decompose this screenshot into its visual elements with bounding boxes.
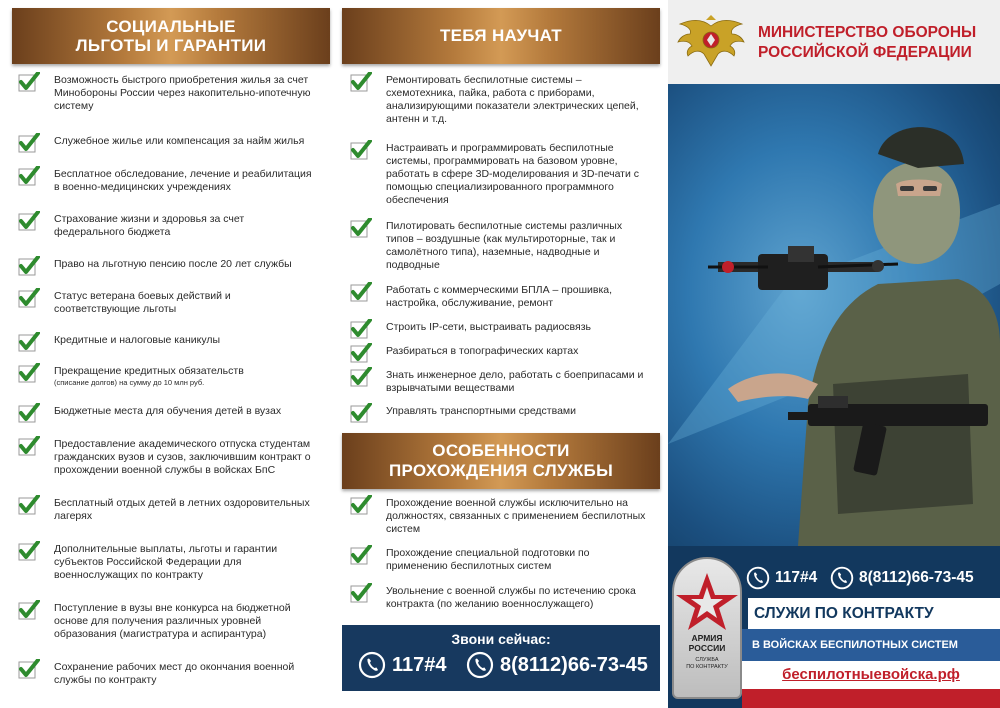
list-item-text: Страхование жизни и здоровья за счет федерального бюджета <box>54 213 245 238</box>
list-item <box>18 543 290 582</box>
phone-icon <box>830 566 854 590</box>
list-item <box>18 290 258 316</box>
benefits-panel <box>0 0 333 708</box>
list-item <box>18 602 323 641</box>
checkmark-icon <box>350 403 372 423</box>
checkmark-icon <box>18 166 40 186</box>
phone-icon <box>358 651 386 679</box>
list-item <box>350 142 650 207</box>
list-item <box>350 284 650 310</box>
list-item <box>350 585 650 611</box>
checkmark-icon <box>350 495 372 515</box>
list-item-text: Дополнительные выплаты, льготы и гарантии субъектов Российской Федерации для военнослужащих по контракту <box>54 543 278 581</box>
list-item-text: Бюджетные места для обучения детей в вузах <box>54 405 282 417</box>
checkmark-icon <box>350 367 372 387</box>
checkmark-icon <box>18 256 40 276</box>
double-headed-eagle-emblem <box>676 14 746 68</box>
phone-long-text: 8(8112)66-73-45 <box>500 653 648 676</box>
checkmark-icon <box>18 133 40 153</box>
list-item <box>18 74 323 113</box>
soldier-with-drone-photo <box>668 84 1000 546</box>
list-item-text: Работать с коммерческими БПЛА – прошивка, настройка, обслуживание, ремонт <box>386 284 613 309</box>
subline-box <box>742 629 1000 661</box>
list-item <box>350 220 650 272</box>
ministry-line1: МИНИСТЕРСТВО ОБОРОНЫ <box>758 24 977 41</box>
list-item <box>18 334 323 352</box>
ministry-name <box>758 23 993 63</box>
list-item-text: Поступление в вузы вне конкурса на бюджетной основе для получения различных уровней образования (магистратура и аспирантура) <box>54 602 291 640</box>
list-item <box>18 497 323 523</box>
checkmark-icon <box>18 541 40 561</box>
headline: СЛУЖИ ПО КОНТРАКТУ <box>754 605 934 622</box>
army-badge <box>672 557 742 699</box>
headline-box <box>748 598 1000 629</box>
list-item-text: Увольнение с военной службы по истечению срока контракта (по желанию военнослужащего) <box>386 585 636 610</box>
list-item-text: Строить IP-сети, выстраивать радиосвязь <box>386 321 591 333</box>
checkmark-icon <box>350 140 372 160</box>
list-item-text: Служебное жилье или компенсация за найм жилья <box>54 135 305 147</box>
checkmark-icon <box>18 363 40 383</box>
list-item <box>350 405 650 423</box>
list-item-text: Прохождение военной службы исключительно на должностях, связанных с применением беспилотных систем <box>386 497 646 535</box>
list-item <box>18 135 323 153</box>
checkmark-icon <box>350 545 372 565</box>
benefits-title-line2: ЛЬГОТЫ И ГАРАНТИИ <box>75 36 267 55</box>
checkmark-icon <box>18 332 40 352</box>
list-item <box>18 365 323 387</box>
list-item-text: Кредитные и налоговые каникулы <box>54 334 221 346</box>
checkmark-icon <box>18 72 40 92</box>
cover-phone-long[interactable] <box>830 566 974 590</box>
checkmark-icon <box>18 659 40 679</box>
badge-line2: РОССИИ <box>688 643 726 653</box>
phone-long[interactable] <box>466 651 648 679</box>
list-item <box>350 74 650 126</box>
list-item-text: Прохождение специальной подготовки по применению беспилотных систем <box>386 547 590 572</box>
phone-icon <box>746 566 770 590</box>
list-item-text: Настраивать и программировать беспилотные системы, программировать на базовом уровне, работать в сфере 3D-моделирования и 3D-печати с помощью специализированного программного обеспечения <box>386 142 640 206</box>
list-item <box>350 547 610 573</box>
list-item-text: Прекращение кредитных обязательств <box>54 365 244 377</box>
list-item-text: Возможность быстрого приобретения жилья за счет Минобороны России через накопительно-ипотечную систему <box>54 74 311 112</box>
ministry-line2: РОССИЙСКОЙ ФЕДЕРАЦИИ <box>758 44 972 61</box>
list-item-text: Пилотировать беспилотные системы различных типов – воздушные (как мультироторные, так и самолётного типа), наземные, надводные и подводные <box>386 220 623 271</box>
list-item <box>18 213 298 239</box>
list-item <box>350 321 650 339</box>
checkmark-icon <box>18 288 40 308</box>
ministry-header <box>668 0 1000 84</box>
checkmark-icon <box>18 436 40 456</box>
cover-phone-short[interactable] <box>746 566 817 590</box>
checkmark-icon <box>350 319 372 339</box>
list-item <box>18 438 323 477</box>
checkmark-icon <box>18 600 40 620</box>
phone-short[interactable] <box>358 651 447 679</box>
badge-small1: СЛУЖБА <box>695 657 719 663</box>
badge-small2: ПО КОНТРАКТУ <box>686 664 728 670</box>
list-item <box>18 258 323 276</box>
list-item-text: Бесплатный отдых детей в летних оздоровительных лагерях <box>54 497 310 522</box>
checkmark-icon <box>18 211 40 231</box>
call-now-box <box>342 625 660 691</box>
list-item-text: Управлять транспортными средствами <box>386 405 577 417</box>
soldier-illustration <box>668 84 1000 546</box>
subline: В ВОЙСКАХ БЕСПИЛОТНЫХ СИСТЕМ <box>752 639 958 651</box>
list-item-text: Знать инженерное дело, работать с боеприпасами и взрывчатыми веществами <box>386 369 644 394</box>
service-title-line1: ОСОБЕННОСТИ <box>432 441 570 460</box>
list-item-text: Статус ветерана боевых действий и соответствующие льготы <box>54 290 231 315</box>
phone-short-text: 117#4 <box>392 653 447 676</box>
service-title-banner <box>342 433 660 489</box>
list-item <box>350 497 650 536</box>
website-link[interactable]: беспилотныевойска.рф <box>782 666 960 683</box>
call-now-title: Звони сейчас: <box>451 631 551 647</box>
list-item <box>18 661 323 687</box>
list-item <box>350 345 650 363</box>
service-title-line2: ПРОХОЖДЕНИЯ СЛУЖБЫ <box>388 461 614 480</box>
checkmark-icon <box>350 583 372 603</box>
checkmark-icon <box>350 72 372 92</box>
list-item <box>18 168 318 194</box>
credit-note: (списание долгов) на сумму до 10 млн руб. <box>54 378 205 387</box>
red-star-icon <box>674 567 740 637</box>
list-item <box>18 405 323 423</box>
cover-phone-short-text: 117#4 <box>775 569 818 586</box>
benefits-title-line1: СОЦИАЛЬНЫЕ <box>106 17 236 36</box>
phone-icon <box>466 651 494 679</box>
badge-line1: АРМИЯ <box>691 633 723 643</box>
cover-panel <box>668 0 1000 708</box>
checkmark-icon <box>350 343 372 363</box>
list-item-text: Разбираться в топографических картах <box>386 345 579 357</box>
checkmark-icon <box>350 282 372 302</box>
training-title: ТЕБЯ НАУЧАТ <box>439 26 562 45</box>
list-item-text: Бесплатное обследование, лечение и реабилитация в военно-медицинских учреждениях <box>54 168 312 193</box>
red-stripe <box>742 689 1000 708</box>
training-title-banner <box>342 8 660 64</box>
cover-phone-long-text: 8(8112)66-73-45 <box>859 569 974 586</box>
checkmark-icon <box>18 495 40 515</box>
checkmark-icon <box>18 403 40 423</box>
list-item-text: Право на льготную пенсию после 20 лет службы <box>54 258 292 270</box>
list-item-text: Сохранение рабочих мест до окончания военной службы по контракту <box>54 661 295 686</box>
list-item <box>350 369 650 395</box>
list-item-text: Ремонтировать беспилотные системы – схемотехника, пайка, работа с приборами, анализирующими показатели электрических цепей, антенн и т.д. <box>386 74 639 125</box>
checkmark-icon <box>350 218 372 238</box>
list-item-text: Предоставление академического отпуска студентам гражданских вузов и сузов, заключившим контракт о прохождении военной службы в войсках БпС <box>54 438 311 476</box>
benefits-title-banner <box>12 8 330 64</box>
